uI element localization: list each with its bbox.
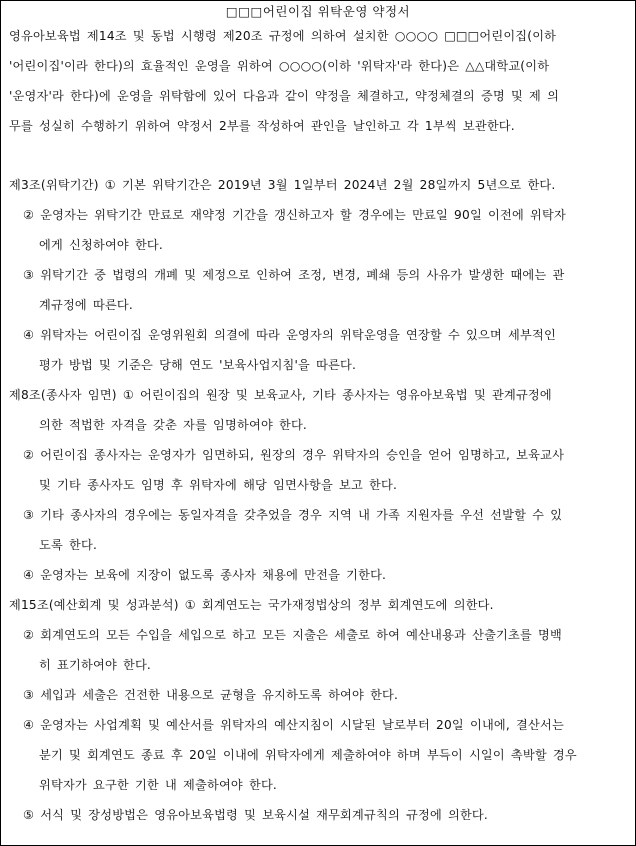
article-8-heading-cont: 의한 적법한 자격을 갖춘 자를 임명하여야 한다.: [39, 418, 308, 432]
preamble-line-2: '어린이집'이라 한다)의 효율적인 운영을 위하여 ○○○○(이하 '위탁자'라 한다)은 △△대학교(이하: [9, 59, 550, 73]
document-title: □□□어린이집 위탁운영 약정서: [225, 4, 411, 19]
article-15-clause-4-cont-2: 위탁자가 요구한 기한 내 제출하여야 한다.: [39, 778, 277, 792]
article-8-clause-2: ② 어린이집 종사자는 운영자가 임면하되, 원장의 경우 위탁자의 승인을 얻어 임명하고, 보육교사: [23, 448, 565, 462]
article-3-clause-2: ② 운영자는 위탁기간 만료로 재약정 기간을 갱신하고자 할 경우에는 만료일 90일 이전에 위탁자: [23, 208, 566, 222]
article-15-clause-5: ⑤ 서식 및 장성방법은 영유아보육법령 및 보육시설 재무회계규칙의 규정에 의한다.: [23, 808, 488, 822]
article-8-clause-4: ④ 운영자는 보육에 지장이 없도록 종사자 채용에 만전을 기한다.: [23, 568, 387, 582]
article-8-heading: 제8조(종사자 임면) ① 어린이집의 원장 및 보육교사, 기타 종사자는 영유아보육법 및 관계규정에: [9, 388, 552, 402]
article-3-clause-3-cont: 계규정에 따른다.: [39, 298, 133, 312]
article-3-clause-3: ③ 위탁기간 중 법령의 개폐 및 제정으로 인하여 조정, 변경, 폐쇄 등의 사유가 발생한 때에는 관: [23, 268, 565, 282]
article-15-clause-4: ④ 운영자는 사업계획 및 예산서를 위탁자의 예산지침이 시달된 날로부터 20일 이내에, 결산서는: [23, 718, 564, 732]
article-8-clause-3-cont: 도록 한다.: [39, 538, 98, 552]
article-8-clause-2-cont: 및 기타 종사자도 임명 후 위탁자에 해당 임면사항을 보고 한다.: [39, 478, 398, 492]
article-15-heading: 제15조(예산회계 및 성과분석) ① 회계연도는 국가재정법상의 정부 회계연도에 의한다.: [9, 598, 494, 612]
article-3-clause-4: ④ 위탁자는 어린이집 운영위원회 의결에 따라 운영자의 위탁운영을 연장할 수 있으며 세부적인: [23, 328, 556, 342]
article-15-clause-2: ② 회계연도의 모든 수입을 세입으로 하고 모든 지출은 세출로 하여 예산내용과 산출기초를 명백: [23, 628, 562, 642]
preamble-line-1: 영유아보육법 제14조 및 동법 시행령 제20조 규정에 의하여 설치한 ○○○○ □□□어린이집(이하: [9, 29, 557, 43]
preamble-line-4: 무를 성실히 수행하기 위하여 약정서 2부를 작성하여 관인을 날인하고 각 1부씩 보관한다.: [9, 119, 515, 133]
article-15-clause-3: ③ 세입과 세출은 건전한 내용으로 균형을 유지하도록 하여야 한다.: [23, 688, 399, 702]
preamble-line-3: '운영자'라 한다)에 운영을 위탁함에 있어 다음과 같이 약정을 체결하고, 약정체결의 증명 및 제 의: [9, 89, 560, 103]
article-3-heading: 제3조(위탁기간) ① 기본 위탁기간은 2019년 3월 1일부터 2024년 2월 28일까지 5년으로 한다.: [9, 178, 556, 192]
article-3-clause-2-cont: 에게 신청하여야 한다.: [39, 238, 163, 252]
article-3-clause-4-cont: 평가 방법 및 기준은 당해 연도 '보육사업지침'을 따른다.: [39, 358, 357, 372]
article-8-clause-3: ③ 기타 종사자의 경우에는 동일자격을 갖추었을 경우 지역 내 가족 지원자를 우선 선발할 수 있: [23, 508, 563, 522]
article-15-clause-4-cont-1: 분기 및 회계연도 종료 후 20일 이내에 위탁자에게 제출하여야 하며 부득이 시일이 촉박할 경우: [39, 748, 577, 762]
article-15-clause-2-cont: 히 표기하여야 한다.: [39, 658, 152, 672]
